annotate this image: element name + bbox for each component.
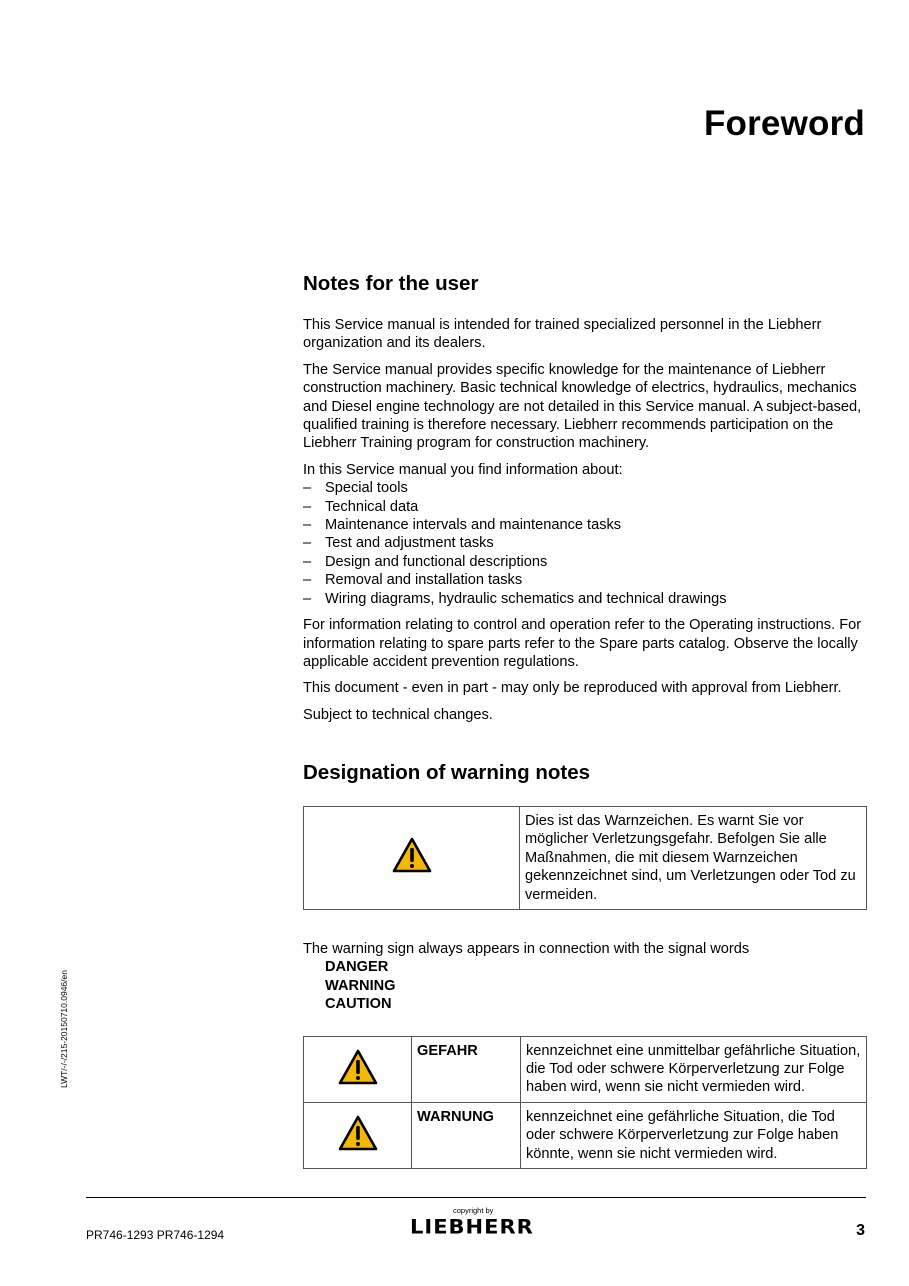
warning-sign-description: Dies ist das Warnzeichen. Es warnt Sie vor möglicher Verletzungsgefahr. Befolgen Sie alle Maßnahmen, die mit diesem Warnzeichen gekennzeichnet sind, um Verletzungen oder Tod zu vermeiden. — [520, 807, 867, 910]
liebherr-logo: LIEBHERR — [410, 1215, 534, 1239]
warning-section — [303, 761, 868, 1169]
warning-heading: Designation of warning notes — [303, 761, 591, 784]
notes-paragraph-3: For information relating to control and operation refer to the Operating instructions. For information relating to spare parts refer to the Spare parts catalog. Observe the locally applicable accident prevention regulations. — [303, 617, 862, 670]
list-item: – Maintenance intervals and maintenance tasks — [303, 516, 868, 534]
document-id: PR746-1293 PR746-1294 — [86, 1228, 225, 1242]
warning-icon-cell — [304, 1102, 412, 1168]
warning-triangle-icon — [338, 1049, 378, 1090]
page-number: 3 — [856, 1222, 865, 1239]
list-item: – Test and adjustment tasks — [303, 534, 868, 552]
topics-list — [303, 479, 868, 608]
list-item: – Technical data — [303, 498, 868, 516]
list-item: – Wiring diagrams, hydraulic schematics and technical drawings — [303, 590, 868, 608]
signal-words-intro: The warning sign always appears in connection with the signal words — [303, 941, 750, 958]
list-item: – Design and functional descriptions — [303, 553, 868, 571]
notes-heading: Notes for the user — [303, 272, 479, 295]
signal-word: DANGER — [325, 959, 389, 976]
page-title: Foreword — [703, 104, 865, 143]
notes-section — [303, 272, 868, 724]
warning-sign-table — [303, 806, 867, 910]
list-item: – Removal and installation tasks — [303, 571, 868, 589]
signal-description-cell: kennzeichnet eine unmittelbar gefährliche Situation, die Tod oder schwere Körperverletzung zur Folge haben wird, wenn sie nicht vermieden wird. — [521, 1036, 867, 1102]
notes-paragraph-2: The Service manual provides specific knowledge for the maintenance of Liebherr construction machinery. Basic technical knowledge of electrics, hydraulics, mechanics and Diesel engine technology are not detailed in this Service manual. A subject-based, qualified training is therefore necessary. Liebherr recommends participation on the Liebherr Training program for construction machinery. — [303, 361, 862, 452]
warning-triangle-icon — [338, 1115, 378, 1156]
signal-word-cell: GEFAHR — [412, 1036, 521, 1102]
notes-paragraph-4: This document - even in part - may only be reproduced with approval from Liebherr. — [303, 680, 842, 697]
footer-divider — [86, 1197, 866, 1198]
copyright-label: copyright by — [453, 1206, 494, 1215]
table-row — [304, 1102, 867, 1168]
list-item: – Special tools — [303, 479, 868, 497]
table-row — [304, 1036, 867, 1102]
notes-paragraph-1: This Service manual is intended for trained specialized personnel in the Liebherr organization and its dealers. — [303, 317, 822, 352]
warning-icon-cell — [304, 807, 520, 910]
signal-description-cell: kennzeichnet eine gefährliche Situation, die Tod oder schwere Körperverletzung zur Folge haben könnte, wenn sie nicht vermieden wird. — [521, 1102, 867, 1168]
signal-word: CAUTION — [325, 996, 392, 1013]
signal-word-cell: WARNUNG — [412, 1102, 521, 1168]
warning-icon-cell — [304, 1036, 412, 1102]
signal-words-list — [303, 958, 868, 1013]
signal-words-table — [303, 1036, 867, 1169]
notes-paragraph-5: Subject to technical changes. — [303, 706, 493, 723]
side-document-code: LWT/-/-/215-20150710.0946/en — [59, 970, 69, 1088]
warning-triangle-icon — [392, 837, 432, 878]
signal-word: WARNING — [325, 977, 396, 994]
notes-list-intro: In this Service manual you find information about: — [303, 461, 623, 478]
